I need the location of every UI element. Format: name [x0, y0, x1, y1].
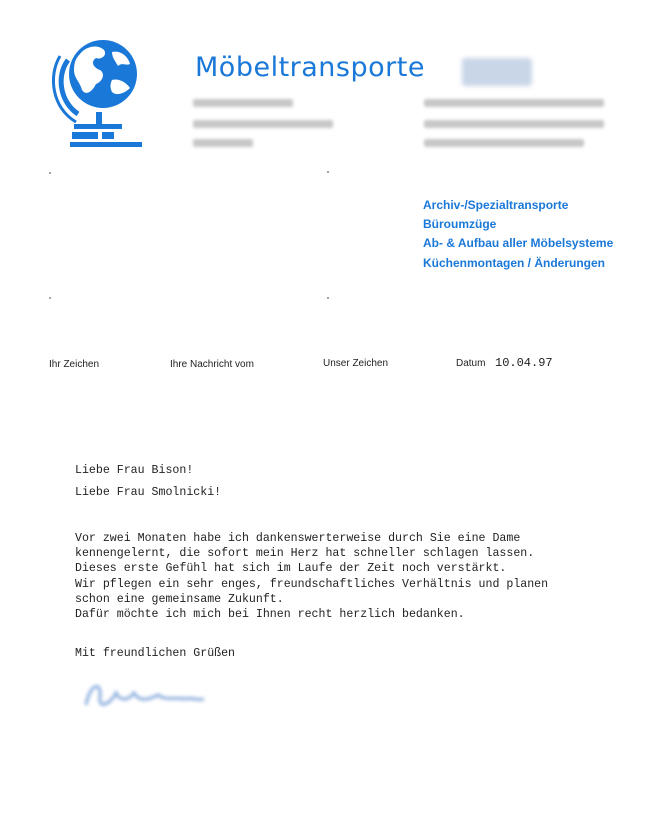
paragraph-2: Wir pflegen ein sehr enges, freundschaftliches Verhältnis und planen schon eine gemeinsame Zukunft. Dafür möchte ich mich bei Ihnen recht herzlich bedanken.	[75, 578, 549, 621]
closing: Mit freundlichen Grüßen	[75, 647, 236, 660]
fold-mark	[327, 171, 329, 173]
service-item: Büroumzüge	[423, 217, 497, 232]
redacted-street-line	[193, 120, 333, 128]
service-item: Archiv-/Spezialtransporte	[423, 198, 569, 212]
redacted-fax-line	[424, 120, 604, 128]
salutation-2: Liebe Frau Smolnicki!	[75, 486, 222, 499]
company-name: Möbeltransporte	[195, 52, 425, 83]
fold-mark	[327, 297, 329, 299]
globe-icon	[50, 36, 145, 151]
paragraph-1: Vor zwei Monaten habe ich dankenswerterweise durch Sie eine Dame kennengelernt, die sofort mein Herz hat schneller schlagen lassen. Dieses erste Gefühl hat sich im Laufe der Zeit noch verstärkt.	[75, 532, 535, 575]
services-list	[423, 196, 613, 273]
fold-mark	[49, 297, 51, 299]
redacted-phone-line	[424, 99, 604, 107]
ihre-nachricht-label: Ihre Nachricht vom	[170, 359, 254, 370]
service-item: Küchenmontagen / Änderungen	[423, 255, 606, 270]
ihr-zeichen-label: Ihr Zeichen	[49, 359, 100, 370]
redacted-mobile-line	[424, 139, 584, 147]
redacted-company-suffix	[462, 58, 532, 86]
unser-zeichen-label: Unser Zeichen	[323, 358, 389, 369]
redacted-city-line	[193, 139, 253, 147]
service-item: Ab- & Aufbau aller Möbelsysteme	[423, 236, 614, 251]
datum-value: 10.04.97	[495, 356, 553, 370]
redacted-owner-line	[193, 99, 293, 107]
datum-label: Datum	[456, 358, 486, 369]
salutation-1: Liebe Frau Bison!	[75, 464, 194, 477]
signature	[80, 675, 210, 715]
fold-mark	[49, 172, 51, 174]
